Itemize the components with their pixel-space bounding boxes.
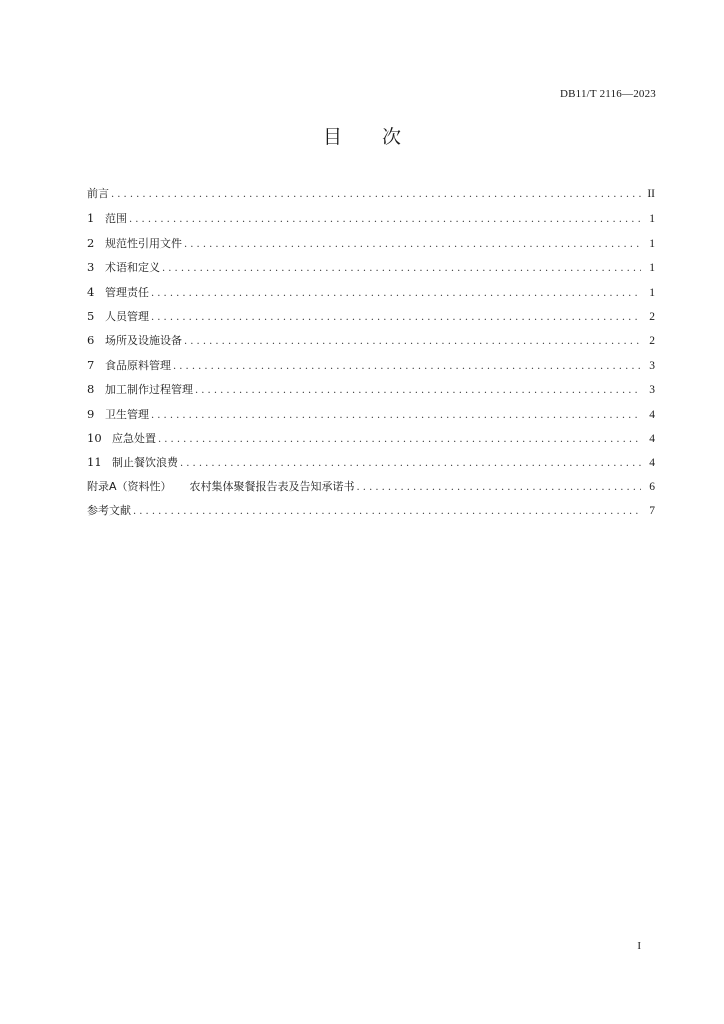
toc-number: 3 [87, 260, 95, 275]
toc-label: 场所及设施设备 [105, 334, 182, 348]
toc-label: 人员管理 [105, 309, 149, 323]
toc-label: 参考文献 [87, 504, 131, 518]
toc-number: 4 [87, 284, 95, 299]
toc-leader-dots [158, 428, 641, 452]
table-of-contents [87, 182, 655, 523]
toc-page-number: 3 [649, 384, 655, 397]
toc-number: 9 [87, 406, 95, 421]
toc-leader-dots [195, 379, 641, 403]
toc-number: 8 [87, 382, 95, 397]
toc-page-number: 1 [649, 237, 655, 250]
toc-leader-dots [151, 306, 641, 330]
toc-label: 前言 [87, 187, 109, 200]
toc-leader-dots [162, 257, 641, 281]
toc-leader-dots [180, 452, 641, 476]
toc-number: 5 [87, 308, 95, 323]
toc-page-number: 7 [649, 505, 655, 518]
toc-label: 应急处置 [112, 431, 156, 445]
toc-number: 6 [87, 333, 95, 348]
toc-sublabel: 农村集体聚餐报告表及告知承诺书 [189, 479, 355, 493]
standard-code: DB11/T 2116—2023 [560, 88, 656, 100]
toc-leader-dots [184, 330, 641, 354]
toc-entry-4[interactable] [87, 280, 655, 304]
toc-entry-8[interactable] [87, 377, 655, 401]
toc-leader-dots [111, 183, 641, 207]
toc-page-number: 2 [649, 335, 655, 348]
toc-label: 附录A（资料性） [87, 479, 172, 493]
toc-page-number: 3 [649, 359, 655, 372]
toc-number: 1 [87, 211, 95, 226]
toc-number: 10 [87, 430, 102, 445]
toc-label: 管理责任 [105, 285, 149, 299]
toc-label: 术语和定义 [105, 261, 160, 275]
toc-label: 加工制作过程管理 [105, 383, 193, 397]
toc-entry-11[interactable] [87, 450, 655, 474]
toc-page-number: 6 [649, 480, 655, 493]
toc-number: 11 [87, 455, 102, 470]
toc-label: 规范性引用文件 [105, 236, 182, 250]
toc-entry-2[interactable] [87, 231, 655, 255]
toc-number: 7 [87, 357, 95, 372]
toc-leader-dots [173, 355, 641, 379]
toc-leader-dots [133, 500, 641, 524]
toc-leader-dots [151, 404, 641, 428]
page-title [0, 122, 724, 149]
toc-number: 2 [87, 235, 95, 250]
toc-entry-9[interactable] [87, 402, 655, 426]
toc-entry-1[interactable] [87, 206, 655, 230]
toc-page-number: 1 [649, 262, 655, 275]
toc-label: 范围 [105, 212, 127, 226]
toc-entry-7[interactable] [87, 353, 655, 377]
toc-label: 卫生管理 [105, 407, 149, 421]
toc-label: 食品原料管理 [105, 358, 171, 372]
page-number: I [637, 940, 641, 952]
toc-label: 制止餐饮浪费 [112, 456, 178, 470]
toc-page-number: 2 [649, 310, 655, 323]
toc-page-number: 4 [649, 457, 655, 470]
title-char-1: 目 [322, 126, 342, 148]
toc-leader-dots [151, 282, 641, 306]
toc-page-number: II [647, 188, 655, 200]
toc-entry-references[interactable] [87, 499, 655, 523]
toc-page-number: 4 [649, 432, 655, 445]
toc-entry-10[interactable] [87, 426, 655, 450]
toc-entry-3[interactable] [87, 255, 655, 279]
toc-leader-dots [184, 233, 641, 257]
toc-entry-5[interactable] [87, 304, 655, 328]
toc-page-number: 1 [649, 213, 655, 226]
toc-entry-6[interactable] [87, 328, 655, 352]
toc-leader-dots [129, 208, 641, 232]
toc-entry-appendix-a[interactable] [87, 475, 655, 499]
toc-entry-foreword[interactable] [87, 182, 655, 206]
toc-leader-dots [357, 476, 641, 500]
title-char-2: 次 [382, 126, 402, 148]
toc-page-number: 4 [649, 408, 655, 421]
toc-page-number: 1 [649, 286, 655, 299]
